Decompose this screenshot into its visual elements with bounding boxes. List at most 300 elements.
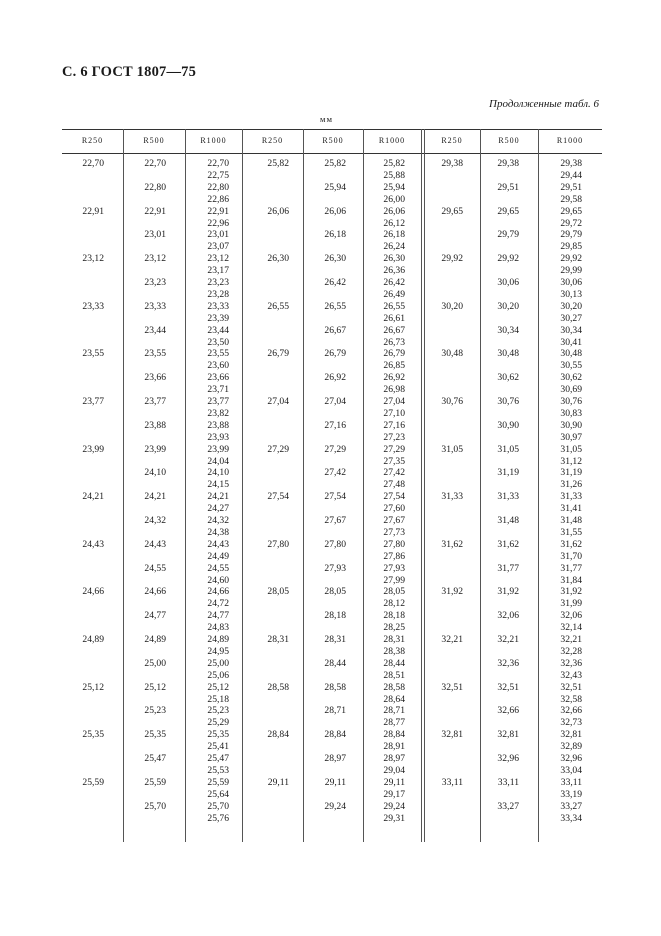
r1000-value: 25,47 bbox=[207, 753, 229, 764]
r250-value: 30,76 bbox=[441, 396, 463, 407]
r1000-value: 26,55 bbox=[383, 300, 405, 312]
r500-value: 24,21 bbox=[144, 491, 166, 503]
r250-value: 24,66 bbox=[82, 586, 104, 598]
r500-value: 28,44 bbox=[324, 657, 346, 669]
r1000-value: 23,12 bbox=[207, 253, 229, 265]
r1000-value: 28,44 bbox=[383, 657, 405, 669]
r250-value: 23,33 bbox=[82, 300, 104, 312]
r1000-value: 24,60 bbox=[207, 574, 229, 586]
r1000-value: 25,53 bbox=[207, 764, 229, 776]
r500-value: 31,92 bbox=[497, 586, 519, 598]
r500-value: 26,30 bbox=[324, 253, 346, 265]
r1000-value: 26,00 bbox=[383, 193, 405, 205]
r500-value: 25,59 bbox=[144, 776, 166, 788]
column-divider bbox=[538, 129, 539, 842]
column-header: R1000 bbox=[200, 136, 227, 145]
r250-value: 31,05 bbox=[441, 443, 463, 455]
r500-value: 24,66 bbox=[144, 586, 166, 598]
r1000-value: 23,33 bbox=[207, 300, 229, 312]
r1000-value: 24,04 bbox=[207, 455, 229, 467]
r250-value: 27,04 bbox=[267, 396, 289, 407]
r500-value: 27,93 bbox=[324, 562, 346, 574]
r1000-value: 25,23 bbox=[207, 705, 229, 717]
r1000-value: 29,92 bbox=[560, 253, 582, 265]
r500-value: 31,77 bbox=[497, 562, 519, 574]
r1000-value: 25,82 bbox=[383, 158, 405, 169]
r250-value: 32,81 bbox=[441, 729, 463, 741]
r500-value: 23,66 bbox=[144, 372, 166, 384]
r250-value: 23,77 bbox=[82, 396, 104, 407]
r500-value: 27,04 bbox=[324, 396, 346, 407]
r500-value: 30,90 bbox=[497, 419, 519, 431]
r250-value: 28,58 bbox=[267, 681, 289, 693]
r250-value: 31,92 bbox=[441, 586, 463, 598]
r1000-value: 26,12 bbox=[383, 217, 405, 229]
r250-value: 25,35 bbox=[82, 729, 104, 741]
r500-value: 24,55 bbox=[144, 562, 166, 574]
column-divider bbox=[363, 129, 364, 842]
r250-value: 22,70 bbox=[82, 158, 104, 169]
r1000-value: 31,26 bbox=[560, 479, 582, 491]
r1000-value: 23,66 bbox=[207, 372, 229, 384]
column-header: R500 bbox=[143, 136, 165, 145]
r250-value: 29,92 bbox=[441, 253, 463, 265]
r1000-value: 26,18 bbox=[383, 229, 405, 241]
unit-label: мм bbox=[320, 114, 334, 124]
r500-value: 27,42 bbox=[324, 467, 346, 479]
r500-value: 26,55 bbox=[324, 300, 346, 312]
r1000-value: 26,06 bbox=[383, 205, 405, 217]
header-bottom-rule bbox=[62, 153, 602, 154]
r1000-value: 32,58 bbox=[560, 693, 582, 705]
r1000-value: 23,60 bbox=[207, 360, 229, 372]
r500-value: 31,62 bbox=[497, 538, 519, 550]
r1000-value: 28,51 bbox=[383, 669, 405, 681]
r1000-value: 33,11 bbox=[560, 776, 582, 788]
r1000-value: 27,73 bbox=[383, 526, 405, 538]
r1000-value: 23,55 bbox=[207, 348, 229, 360]
r1000-value: 23,39 bbox=[207, 312, 229, 324]
r1000-value: 30,20 bbox=[560, 300, 582, 312]
r1000-value: 27,04 bbox=[383, 396, 405, 407]
r500-value: 26,92 bbox=[324, 372, 346, 384]
r1000-value: 33,19 bbox=[560, 788, 582, 800]
r1000-value: 27,48 bbox=[383, 479, 405, 491]
r1000-value: 25,88 bbox=[383, 169, 405, 181]
r1000-value: 29,17 bbox=[383, 788, 405, 800]
r1000-value: 29,65 bbox=[560, 205, 582, 217]
r500-value: 24,10 bbox=[144, 467, 166, 479]
r1000-value: 31,19 bbox=[560, 467, 582, 479]
r1000-value: 31,33 bbox=[560, 491, 582, 503]
r500-value: 32,21 bbox=[497, 634, 519, 645]
r500-value: 31,33 bbox=[497, 491, 519, 503]
r1000-value: 30,13 bbox=[560, 288, 582, 300]
r1000-value: 25,70 bbox=[207, 800, 229, 812]
r1000-value: 29,11 bbox=[383, 776, 405, 788]
r1000-value: 31,62 bbox=[560, 538, 582, 550]
page-header: С. 6 ГОСТ 1807—75 bbox=[62, 64, 197, 80]
r1000-value: 25,29 bbox=[207, 717, 229, 729]
r250-value: 30,20 bbox=[441, 300, 463, 312]
block-divider bbox=[421, 129, 422, 842]
r500-value: 23,44 bbox=[144, 324, 166, 336]
r500-value: 25,47 bbox=[144, 753, 166, 764]
r1000-value: 24,83 bbox=[207, 622, 229, 634]
r1000-value: 26,24 bbox=[383, 241, 405, 253]
r1000-value: 27,93 bbox=[383, 562, 405, 574]
r1000-value: 32,36 bbox=[560, 657, 582, 669]
r1000-value: 24,89 bbox=[207, 634, 229, 645]
r500-value: 32,96 bbox=[497, 753, 519, 764]
r1000-value: 32,96 bbox=[560, 753, 582, 764]
r500-value: 26,79 bbox=[324, 348, 346, 360]
r1000-value: 29,58 bbox=[560, 193, 582, 205]
r250-value: 28,84 bbox=[267, 729, 289, 741]
r500-value: 32,06 bbox=[497, 610, 519, 622]
r250-value: 28,31 bbox=[267, 634, 289, 645]
r1000-value: 32,14 bbox=[560, 622, 582, 634]
r1000-value: 23,07 bbox=[207, 241, 229, 253]
r1000-value: 22,75 bbox=[207, 169, 229, 181]
r1000-value: 26,30 bbox=[383, 253, 405, 265]
r1000-value: 30,06 bbox=[560, 277, 582, 288]
r500-value: 29,11 bbox=[324, 776, 346, 788]
r500-value: 27,16 bbox=[324, 419, 346, 431]
r1000-value: 27,86 bbox=[383, 550, 405, 562]
r1000-value: 28,18 bbox=[383, 610, 405, 622]
r1000-value: 25,35 bbox=[207, 729, 229, 741]
r1000-value: 32,28 bbox=[560, 645, 582, 657]
r1000-value: 28,91 bbox=[383, 741, 405, 753]
r1000-value: 24,66 bbox=[207, 586, 229, 598]
r1000-value: 24,95 bbox=[207, 645, 229, 657]
r1000-value: 25,12 bbox=[207, 681, 229, 693]
r1000-value: 24,38 bbox=[207, 526, 229, 538]
r1000-value: 24,49 bbox=[207, 550, 229, 562]
r1000-value: 24,27 bbox=[207, 503, 229, 515]
r500-value: 29,51 bbox=[497, 181, 519, 193]
r500-value: 26,42 bbox=[324, 277, 346, 288]
r1000-value: 30,69 bbox=[560, 384, 582, 396]
r1000-value: 31,12 bbox=[560, 455, 582, 467]
r1000-value: 31,55 bbox=[560, 526, 582, 538]
column-header: R250 bbox=[441, 136, 463, 145]
r1000-value: 27,35 bbox=[383, 455, 405, 467]
r1000-value: 29,72 bbox=[560, 217, 582, 229]
r1000-value: 28,12 bbox=[383, 598, 405, 610]
r1000-value: 31,05 bbox=[560, 443, 582, 455]
r500-value: 29,38 bbox=[497, 158, 519, 169]
r1000-value: 31,92 bbox=[560, 586, 582, 598]
r1000-value: 24,77 bbox=[207, 610, 229, 622]
r1000-value: 25,41 bbox=[207, 741, 229, 753]
r1000-value: 25,00 bbox=[207, 657, 229, 669]
r500-value: 22,91 bbox=[144, 205, 166, 217]
r1000-value: 22,96 bbox=[207, 217, 229, 229]
r500-value: 22,70 bbox=[144, 158, 166, 169]
r1000-value: 23,23 bbox=[207, 277, 229, 288]
r1000-value: 22,70 bbox=[207, 158, 229, 169]
r1000-value: 25,94 bbox=[383, 181, 405, 193]
r500-value: 25,35 bbox=[144, 729, 166, 741]
r500-value: 29,65 bbox=[497, 205, 519, 217]
r1000-value: 27,29 bbox=[383, 443, 405, 455]
r1000-value: 24,32 bbox=[207, 515, 229, 526]
table-top-rule bbox=[62, 129, 602, 130]
r250-value: 27,80 bbox=[267, 538, 289, 550]
r1000-value: 24,43 bbox=[207, 538, 229, 550]
r500-value: 28,84 bbox=[324, 729, 346, 741]
r500-value: 23,23 bbox=[144, 277, 166, 288]
r1000-value: 33,34 bbox=[560, 812, 582, 824]
r500-value: 29,79 bbox=[497, 229, 519, 241]
r1000-value: 27,23 bbox=[383, 431, 405, 443]
r1000-value: 25,76 bbox=[207, 812, 229, 824]
r1000-value: 28,77 bbox=[383, 717, 405, 729]
r250-value: 26,55 bbox=[267, 300, 289, 312]
r1000-value: 26,36 bbox=[383, 265, 405, 277]
r1000-value: 24,72 bbox=[207, 598, 229, 610]
r1000-value: 32,06 bbox=[560, 610, 582, 622]
column-header: R1000 bbox=[378, 136, 406, 145]
r1000-value: 23,50 bbox=[207, 336, 229, 348]
r500-value: 25,23 bbox=[144, 705, 166, 717]
r1000-value: 32,73 bbox=[560, 717, 582, 729]
r500-value: 32,81 bbox=[497, 729, 519, 741]
r250-value: 22,91 bbox=[82, 205, 104, 217]
r1000-value: 27,10 bbox=[383, 407, 405, 419]
r1000-value: 32,81 bbox=[560, 729, 582, 741]
r500-value: 26,67 bbox=[324, 324, 346, 336]
r250-value: 30,48 bbox=[441, 348, 463, 360]
r1000-value: 30,34 bbox=[560, 324, 582, 336]
r1000-value: 31,84 bbox=[560, 574, 582, 586]
r500-value: 25,70 bbox=[144, 800, 166, 812]
r1000-value: 26,67 bbox=[383, 324, 405, 336]
r500-value: 28,05 bbox=[324, 586, 346, 598]
r500-value: 26,06 bbox=[324, 205, 346, 217]
column-header: R500 bbox=[322, 136, 344, 145]
r1000-value: 23,93 bbox=[207, 431, 229, 443]
r1000-value: 29,79 bbox=[560, 229, 582, 241]
r1000-value: 32,89 bbox=[560, 741, 582, 753]
r1000-value: 23,28 bbox=[207, 288, 229, 300]
r250-value: 23,12 bbox=[82, 253, 104, 265]
r500-value: 32,51 bbox=[497, 681, 519, 693]
r1000-value: 26,79 bbox=[383, 348, 405, 360]
r1000-value: 25,18 bbox=[207, 693, 229, 705]
r1000-value: 22,91 bbox=[207, 205, 229, 217]
r250-value: 27,54 bbox=[267, 491, 289, 503]
r1000-value: 32,51 bbox=[560, 681, 582, 693]
r250-value: 24,21 bbox=[82, 491, 104, 503]
r500-value: 26,18 bbox=[324, 229, 346, 241]
r1000-value: 30,83 bbox=[560, 407, 582, 419]
column-divider bbox=[242, 129, 243, 842]
r1000-value: 25,06 bbox=[207, 669, 229, 681]
r500-value: 28,71 bbox=[324, 705, 346, 717]
r1000-value: 31,48 bbox=[560, 515, 582, 526]
r1000-value: 30,97 bbox=[560, 431, 582, 443]
r500-value: 25,00 bbox=[144, 657, 166, 669]
r1000-value: 26,98 bbox=[383, 384, 405, 396]
r500-value: 30,48 bbox=[497, 348, 519, 360]
r500-value: 22,80 bbox=[144, 181, 166, 193]
r500-value: 23,12 bbox=[144, 253, 166, 265]
column-header: R250 bbox=[261, 136, 284, 145]
r500-value: 24,77 bbox=[144, 610, 166, 622]
r250-value: 32,21 bbox=[441, 634, 463, 645]
r250-value: 25,82 bbox=[267, 158, 289, 169]
r500-value: 31,19 bbox=[497, 467, 519, 479]
r500-value: 23,77 bbox=[144, 396, 166, 407]
r250-value: 24,43 bbox=[82, 538, 104, 550]
r1000-value: 28,25 bbox=[383, 622, 405, 634]
r1000-value: 28,64 bbox=[383, 693, 405, 705]
r1000-value: 29,04 bbox=[383, 764, 405, 776]
r500-value: 33,27 bbox=[497, 800, 519, 812]
r1000-value: 27,60 bbox=[383, 503, 405, 515]
r500-value: 30,06 bbox=[497, 277, 519, 288]
r1000-value: 27,80 bbox=[383, 538, 405, 550]
column-header: R1000 bbox=[556, 136, 584, 145]
r250-value: 29,38 bbox=[441, 158, 463, 169]
r500-value: 23,33 bbox=[144, 300, 166, 312]
r500-value: 32,36 bbox=[497, 657, 519, 669]
r500-value: 24,43 bbox=[144, 538, 166, 550]
r250-value: 29,65 bbox=[441, 205, 463, 217]
r1000-value: 33,04 bbox=[560, 764, 582, 776]
r1000-value: 24,55 bbox=[207, 562, 229, 574]
r500-value: 31,05 bbox=[497, 443, 519, 455]
r250-value: 24,89 bbox=[82, 634, 104, 645]
r1000-value: 29,99 bbox=[560, 265, 582, 277]
r500-value: 23,88 bbox=[144, 419, 166, 431]
r500-value: 28,97 bbox=[324, 753, 346, 764]
r1000-value: 23,77 bbox=[207, 396, 229, 407]
r1000-value: 32,21 bbox=[560, 634, 582, 645]
r1000-value: 28,05 bbox=[383, 586, 405, 598]
r1000-value: 28,71 bbox=[383, 705, 405, 717]
r1000-value: 26,42 bbox=[383, 277, 405, 288]
r500-value: 25,12 bbox=[144, 681, 166, 693]
r250-value: 31,62 bbox=[441, 538, 463, 550]
r250-value: 25,59 bbox=[82, 776, 104, 788]
r1000-value: 30,41 bbox=[560, 336, 582, 348]
r1000-value: 31,77 bbox=[560, 562, 582, 574]
r500-value: 29,92 bbox=[497, 253, 519, 265]
r1000-value: 27,42 bbox=[383, 467, 405, 479]
r500-value: 24,32 bbox=[144, 515, 166, 526]
r250-value: 31,33 bbox=[441, 491, 463, 503]
r500-value: 23,01 bbox=[144, 229, 166, 241]
r1000-value: 31,41 bbox=[560, 503, 582, 515]
r1000-value: 24,10 bbox=[207, 467, 229, 479]
r500-value: 31,48 bbox=[497, 515, 519, 526]
r250-value: 23,55 bbox=[82, 348, 104, 360]
r500-value: 27,29 bbox=[324, 443, 346, 455]
r1000-value: 30,55 bbox=[560, 360, 582, 372]
r1000-value: 27,16 bbox=[383, 419, 405, 431]
r1000-value: 30,62 bbox=[560, 372, 582, 384]
column-divider bbox=[303, 129, 304, 842]
r250-value: 25,12 bbox=[82, 681, 104, 693]
r500-value: 30,34 bbox=[497, 324, 519, 336]
r1000-value: 33,27 bbox=[560, 800, 582, 812]
r500-value: 28,58 bbox=[324, 681, 346, 693]
r1000-value: 29,44 bbox=[560, 169, 582, 181]
r1000-value: 24,15 bbox=[207, 479, 229, 491]
r500-value: 23,99 bbox=[144, 443, 166, 455]
r1000-value: 29,51 bbox=[560, 181, 582, 193]
r1000-value: 25,64 bbox=[207, 788, 229, 800]
r1000-value: 23,44 bbox=[207, 324, 229, 336]
r1000-value: 27,99 bbox=[383, 574, 405, 586]
column-header: R500 bbox=[498, 136, 520, 145]
r500-value: 30,76 bbox=[497, 396, 519, 407]
r250-value: 26,06 bbox=[267, 205, 289, 217]
r1000-value: 26,85 bbox=[383, 360, 405, 372]
r500-value: 23,55 bbox=[144, 348, 166, 360]
r500-value: 27,67 bbox=[324, 515, 346, 526]
r250-value: 23,99 bbox=[82, 443, 104, 455]
r500-value: 24,89 bbox=[144, 634, 166, 645]
r1000-value: 27,54 bbox=[383, 491, 405, 503]
r500-value: 32,66 bbox=[497, 705, 519, 717]
r1000-value: 28,31 bbox=[383, 634, 405, 645]
r1000-value: 30,90 bbox=[560, 419, 582, 431]
r1000-value: 22,86 bbox=[207, 193, 229, 205]
r250-value: 29,11 bbox=[267, 776, 289, 788]
r500-value: 25,82 bbox=[324, 158, 346, 169]
r1000-value: 32,66 bbox=[560, 705, 582, 717]
column-divider bbox=[123, 129, 124, 842]
r250-value: 33,11 bbox=[441, 776, 463, 788]
r1000-value: 22,80 bbox=[207, 181, 229, 193]
r1000-value: 23,71 bbox=[207, 384, 229, 396]
r1000-value: 28,97 bbox=[383, 753, 405, 764]
r250-value: 26,79 bbox=[267, 348, 289, 360]
r1000-value: 24,21 bbox=[207, 491, 229, 503]
r1000-value: 28,58 bbox=[383, 681, 405, 693]
r1000-value: 27,67 bbox=[383, 515, 405, 526]
r500-value: 27,80 bbox=[324, 538, 346, 550]
column-divider bbox=[185, 129, 186, 842]
r1000-value: 23,17 bbox=[207, 265, 229, 277]
r1000-value: 23,82 bbox=[207, 407, 229, 419]
r1000-value: 23,01 bbox=[207, 229, 229, 241]
column-header: R250 bbox=[81, 136, 104, 145]
r1000-value: 26,73 bbox=[383, 336, 405, 348]
r1000-value: 26,49 bbox=[383, 288, 405, 300]
r500-value: 28,18 bbox=[324, 610, 346, 622]
r250-value: 32,51 bbox=[441, 681, 463, 693]
r1000-value: 30,48 bbox=[560, 348, 582, 360]
r250-value: 28,05 bbox=[267, 586, 289, 598]
r500-value: 30,20 bbox=[497, 300, 519, 312]
r1000-value: 26,61 bbox=[383, 312, 405, 324]
block-divider bbox=[424, 129, 425, 842]
r1000-value: 31,99 bbox=[560, 598, 582, 610]
r1000-value: 29,31 bbox=[383, 812, 405, 824]
r1000-value: 29,38 bbox=[560, 158, 582, 169]
r1000-value: 30,76 bbox=[560, 396, 582, 407]
r500-value: 33,11 bbox=[497, 776, 519, 788]
r1000-value: 31,70 bbox=[560, 550, 582, 562]
r500-value: 27,54 bbox=[324, 491, 346, 503]
table-continuation-label: Продолженные табл. 6 bbox=[489, 98, 599, 110]
